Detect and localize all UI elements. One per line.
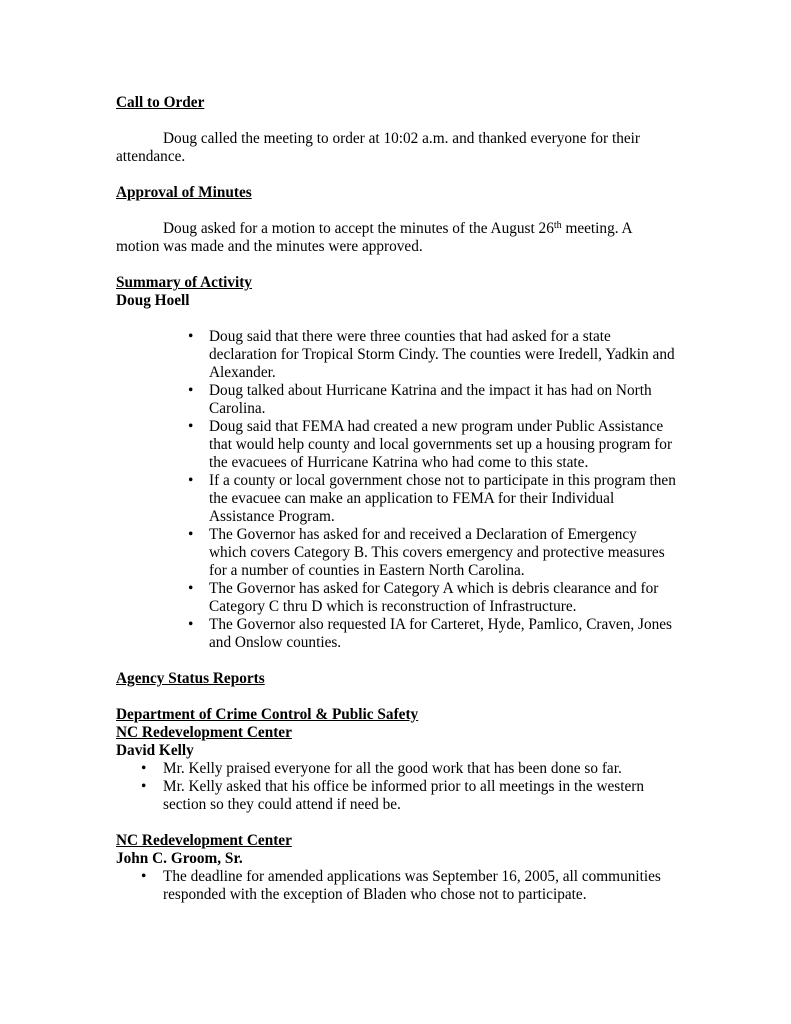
list-item: • Doug said that there were three counties that had asked for a state declaration for Tropical Storm Cindy. The counties were Iredell, Yadkin and Alexander.	[188, 328, 675, 381]
bullet-icon: •	[188, 418, 194, 435]
dccps-speaker: David Kelly	[116, 742, 194, 759]
ncrc-heading: NC Redevelopment Center	[116, 832, 292, 849]
approval-heading: Approval of Minutes	[116, 184, 252, 201]
list-item: • The Governor has asked for Category A which is debris clearance and for Category C thru D which is reconstruction of Infrastructure.	[188, 580, 659, 615]
list-item: • If a county or local government chose not to participate in this program then the evacuee can make an application to FEMA for their Individual Assistance Program.	[188, 472, 676, 525]
list-item: • Doug said that FEMA had created a new program under Public Assistance that would help county and local governments set up a housing program for the evacuees of Hurricane Katrina who had come to this state.	[188, 418, 673, 471]
agency-heading: Agency Status Reports	[116, 670, 265, 687]
list-item: • The Governor has asked for and received a Declaration of Emergency which covers Category B. This covers emergency and protective measures for a number of counties in Eastern North Carolina.	[188, 526, 665, 579]
bullet-icon: •	[141, 760, 147, 777]
approval-text: Doug asked for a motion to accept the minutes of the August 26th meeting. A motion was made and the minutes were approved.	[116, 220, 632, 255]
ncrc-bullet-list	[116, 868, 676, 904]
list-item: • Mr. Kelly praised everyone for all the good work that has been done so far.	[141, 760, 622, 777]
call-to-order-text: Doug called the meeting to order at 10:02 a.m. and thanked everyone for their attendance.	[116, 130, 641, 165]
bullet-icon: •	[141, 778, 147, 795]
dccps-bullet-list	[116, 760, 676, 814]
ncrc-speaker: John C. Groom, Sr.	[116, 850, 243, 867]
summary-bullet-list	[116, 328, 676, 652]
list-item: • The deadline for amended applications was September 16, 2005, all communities responded with the exception of Bladen who chose not to participate.	[141, 868, 661, 903]
bullet-icon: •	[188, 472, 194, 489]
dccps-heading: Department of Crime Control & Public Safety	[116, 706, 419, 723]
dccps-subheading: NC Redevelopment Center	[116, 724, 292, 741]
bullet-icon: •	[188, 526, 194, 543]
list-item: • The Governor also requested IA for Carteret, Hyde, Pamlico, Craven, Jones and Onslow counties.	[188, 616, 673, 651]
bullet-icon: •	[188, 328, 194, 345]
summary-heading: Summary of Activity	[116, 274, 252, 291]
summary-speaker: Doug Hoell	[116, 292, 190, 309]
list-item: • Mr. Kelly asked that his office be informed prior to all meetings in the western section so they could attend if need be.	[141, 778, 645, 813]
document-page	[116, 94, 676, 904]
bullet-icon: •	[188, 580, 194, 597]
bullet-icon: •	[188, 616, 194, 633]
bullet-icon: •	[141, 868, 147, 885]
list-item: • Doug talked about Hurricane Katrina and the impact it has had on North Carolina.	[188, 382, 652, 417]
call-to-order-heading: Call to Order	[116, 94, 205, 111]
bullet-icon: •	[188, 382, 194, 399]
